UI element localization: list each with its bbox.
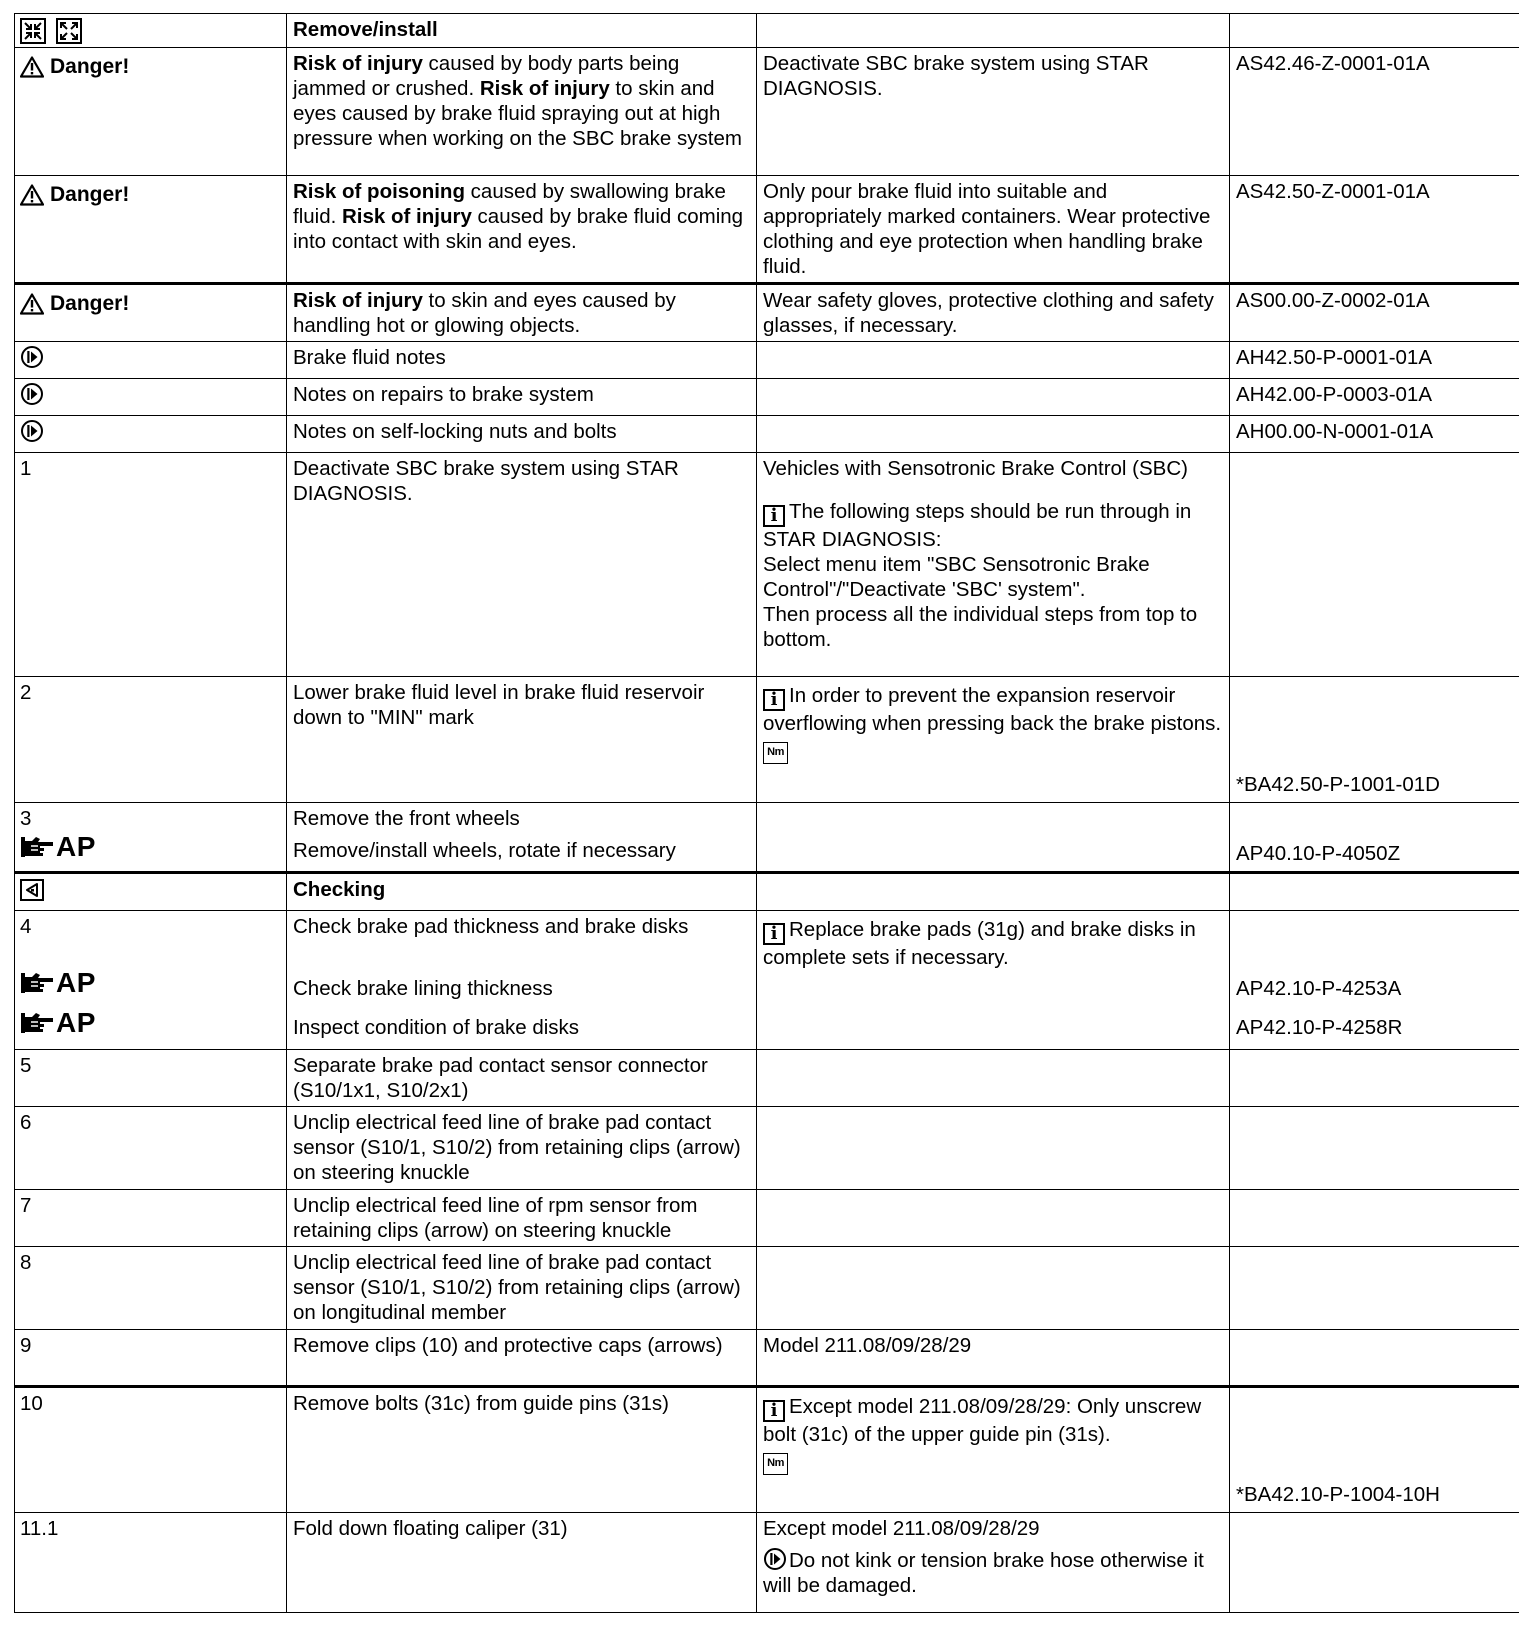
- step-info: i In order to prevent the expansion reservoir overflowing when pressing back the brake pistons. Nm: [757, 677, 1230, 803]
- note-row: [15, 379, 1520, 416]
- step-row: [15, 803, 1520, 873]
- step-text: Deactivate SBC brake system using STAR DIAGNOSIS.: [287, 453, 757, 677]
- info-icon: i: [763, 1400, 785, 1422]
- step-text: Remove the front wheels: [293, 807, 520, 830]
- step-number: 1: [15, 453, 287, 677]
- torque-nm-icon: Nm: [763, 742, 788, 764]
- step-text: Check brake pad thickness and brake disks: [293, 915, 689, 938]
- ap-reference-marker: AP: [20, 831, 280, 863]
- step-row: [15, 1190, 1520, 1247]
- warning-triangle-icon: [20, 56, 44, 78]
- note-circle-icon: [20, 382, 44, 406]
- reference-link[interactable]: AH42.00-P-0003-01A: [1236, 383, 1433, 406]
- warning-triangle-icon: [20, 293, 44, 315]
- warning-action: Deactivate SBC brake system using STAR DIAGNOSIS.: [757, 48, 1230, 176]
- step-row: [15, 911, 1520, 1050]
- step-row: [15, 1387, 1520, 1513]
- section-title-remove-install: Remove/install: [293, 18, 438, 41]
- reference-link[interactable]: AS42.46-Z-0001-01A: [1236, 52, 1430, 75]
- procedure-sheet: [14, 13, 1519, 1628]
- step-text: Fold down floating caliper (31): [287, 1513, 757, 1613]
- step-text: Separate brake pad contact sensor connector (S10/1x1, S10/2x1): [287, 1050, 757, 1107]
- note-row: [15, 416, 1520, 453]
- note-circle-icon: [20, 345, 44, 369]
- step-number: 6: [15, 1107, 287, 1190]
- pointing-hand-icon: [20, 1011, 54, 1035]
- step-row: [15, 453, 1520, 677]
- header-row: [15, 14, 1520, 48]
- danger-label: Danger!: [50, 55, 130, 78]
- step-number: 2: [15, 677, 287, 803]
- section-title-checking: Checking: [293, 878, 386, 901]
- step-text: Unclip electrical feed line of rpm sensor from retaining clips (arrow) on steering knuckle: [287, 1190, 757, 1247]
- step-number: 4: [20, 915, 32, 938]
- warning-row: [15, 284, 1520, 342]
- note-row: [15, 342, 1520, 379]
- step-row: [15, 1247, 1520, 1330]
- step-info: Except model 211.08/09/28/29 Do not kink or tension brake hose otherwise it will be damaged.: [757, 1513, 1230, 1613]
- step-number: 8: [15, 1247, 287, 1330]
- step-info: [757, 1190, 1230, 1247]
- step-number: 7: [15, 1190, 287, 1247]
- step-number: 11.1: [15, 1513, 287, 1613]
- step-text: Lower brake fluid level in brake fluid reservoir down to "MIN" mark: [287, 677, 757, 803]
- note-circle-icon: [20, 419, 44, 443]
- step-info: [757, 1107, 1230, 1190]
- step-row: [15, 1513, 1520, 1613]
- info-icon: i: [763, 689, 785, 711]
- step-info: Vehicles with Sensotronic Brake Control (SBC) i The following steps should be run through in STAR DIAGNOSIS: Select menu item "SBC Sensotronic Brake Control"/"Deactivate 'SBC' system". Then process all the individual steps from top to bottom.: [757, 453, 1230, 677]
- reference-link[interactable]: AP42.10-P-4258R: [1236, 1016, 1403, 1039]
- info-icon: i: [763, 923, 785, 945]
- warning-row: [15, 48, 1520, 176]
- sub-step-text: Check brake lining thickness: [293, 977, 553, 1000]
- step-number: 3: [20, 807, 32, 830]
- reference-link[interactable]: *BA42.10-P-1004-10H: [1236, 1483, 1440, 1506]
- note-text: Notes on repairs to brake system: [287, 379, 757, 416]
- note-circle-icon: [763, 1547, 787, 1571]
- reference-link[interactable]: AS00.00-Z-0002-01A: [1236, 289, 1430, 312]
- install-icon: [56, 18, 82, 44]
- reference-link[interactable]: AP40.10-P-4050Z: [1236, 842, 1401, 865]
- pointing-hand-icon: [20, 835, 54, 859]
- danger-label: Danger!: [50, 183, 130, 206]
- warning-row: [15, 176, 1520, 284]
- warning-description: Risk of injury to skin and eyes caused by handling hot or glowing objects.: [287, 284, 757, 342]
- danger-label: Danger!: [50, 292, 130, 315]
- sub-step-text: Remove/install wheels, rotate if necessary: [293, 839, 676, 862]
- step-text: Unclip electrical feed line of brake pad contact sensor (S10/1, S10/2) from retaining clips (arrow) on steering knuckle: [287, 1107, 757, 1190]
- torque-nm-icon: Nm: [763, 1453, 788, 1475]
- step-info: [757, 1050, 1230, 1107]
- step-text: Remove bolts (31c) from guide pins (31s): [287, 1387, 757, 1513]
- step-row: [15, 1107, 1520, 1190]
- step-number: 10: [15, 1387, 287, 1513]
- reference-link[interactable]: AP42.10-P-4253A: [1236, 977, 1402, 1000]
- step-number: 9: [15, 1330, 287, 1387]
- checking-icon: [20, 879, 44, 901]
- reference-link[interactable]: AH42.50-P-0001-01A: [1236, 346, 1433, 369]
- step-row: [15, 677, 1520, 803]
- step-info: i Replace brake pads (31g) and brake disks in complete sets if necessary.: [757, 911, 1230, 1050]
- step-row: [15, 1330, 1520, 1387]
- step-info: Model 211.08/09/28/29: [757, 1330, 1230, 1387]
- warning-description: Risk of injury caused by body parts being jammed or crushed. Risk of injury to skin and eyes caused by brake fluid spraying out at high pressure when working on the SBC brake system: [287, 48, 757, 176]
- procedure-table: [14, 13, 1519, 1613]
- step-row: [15, 1050, 1520, 1107]
- info-icon: i: [763, 505, 785, 527]
- step-number: 5: [15, 1050, 287, 1107]
- note-text: Brake fluid notes: [287, 342, 757, 379]
- warning-action: Wear safety gloves, protective clothing and safety glasses, if necessary.: [757, 284, 1230, 342]
- reference-link[interactable]: AH00.00-N-0001-01A: [1236, 420, 1434, 443]
- pointing-hand-icon: [20, 971, 54, 995]
- ap-reference-marker: AP: [20, 1007, 280, 1039]
- sub-step-text: Inspect condition of brake disks: [293, 1016, 580, 1039]
- warning-triangle-icon: [20, 184, 44, 206]
- reference-link[interactable]: *BA42.50-P-1001-01D: [1236, 773, 1440, 796]
- step-info: [757, 1247, 1230, 1330]
- warning-action: Only pour brake fluid into suitable and appropriately marked containers. Wear protective clothing and eye protection when handling brake fluid.: [757, 176, 1230, 284]
- warning-description: Risk of poisoning caused by swallowing brake fluid. Risk of injury caused by brake fluid coming into contact with skin and eyes.: [287, 176, 757, 284]
- checking-header-row: [15, 873, 1520, 911]
- reference-link[interactable]: AS42.50-Z-0001-01A: [1236, 180, 1430, 203]
- step-text: Remove clips (10) and protective caps (arrows): [287, 1330, 757, 1387]
- ap-reference-marker: AP: [20, 967, 280, 999]
- note-text: Notes on self-locking nuts and bolts: [287, 416, 757, 453]
- step-info: i Except model 211.08/09/28/29: Only unscrew bolt (31c) of the upper guide pin (31s). Nm: [757, 1387, 1230, 1513]
- step-text: Unclip electrical feed line of brake pad contact sensor (S10/1, S10/2) from retaining clips (arrow) on longitudinal member: [287, 1247, 757, 1330]
- remove-icon: [20, 18, 46, 44]
